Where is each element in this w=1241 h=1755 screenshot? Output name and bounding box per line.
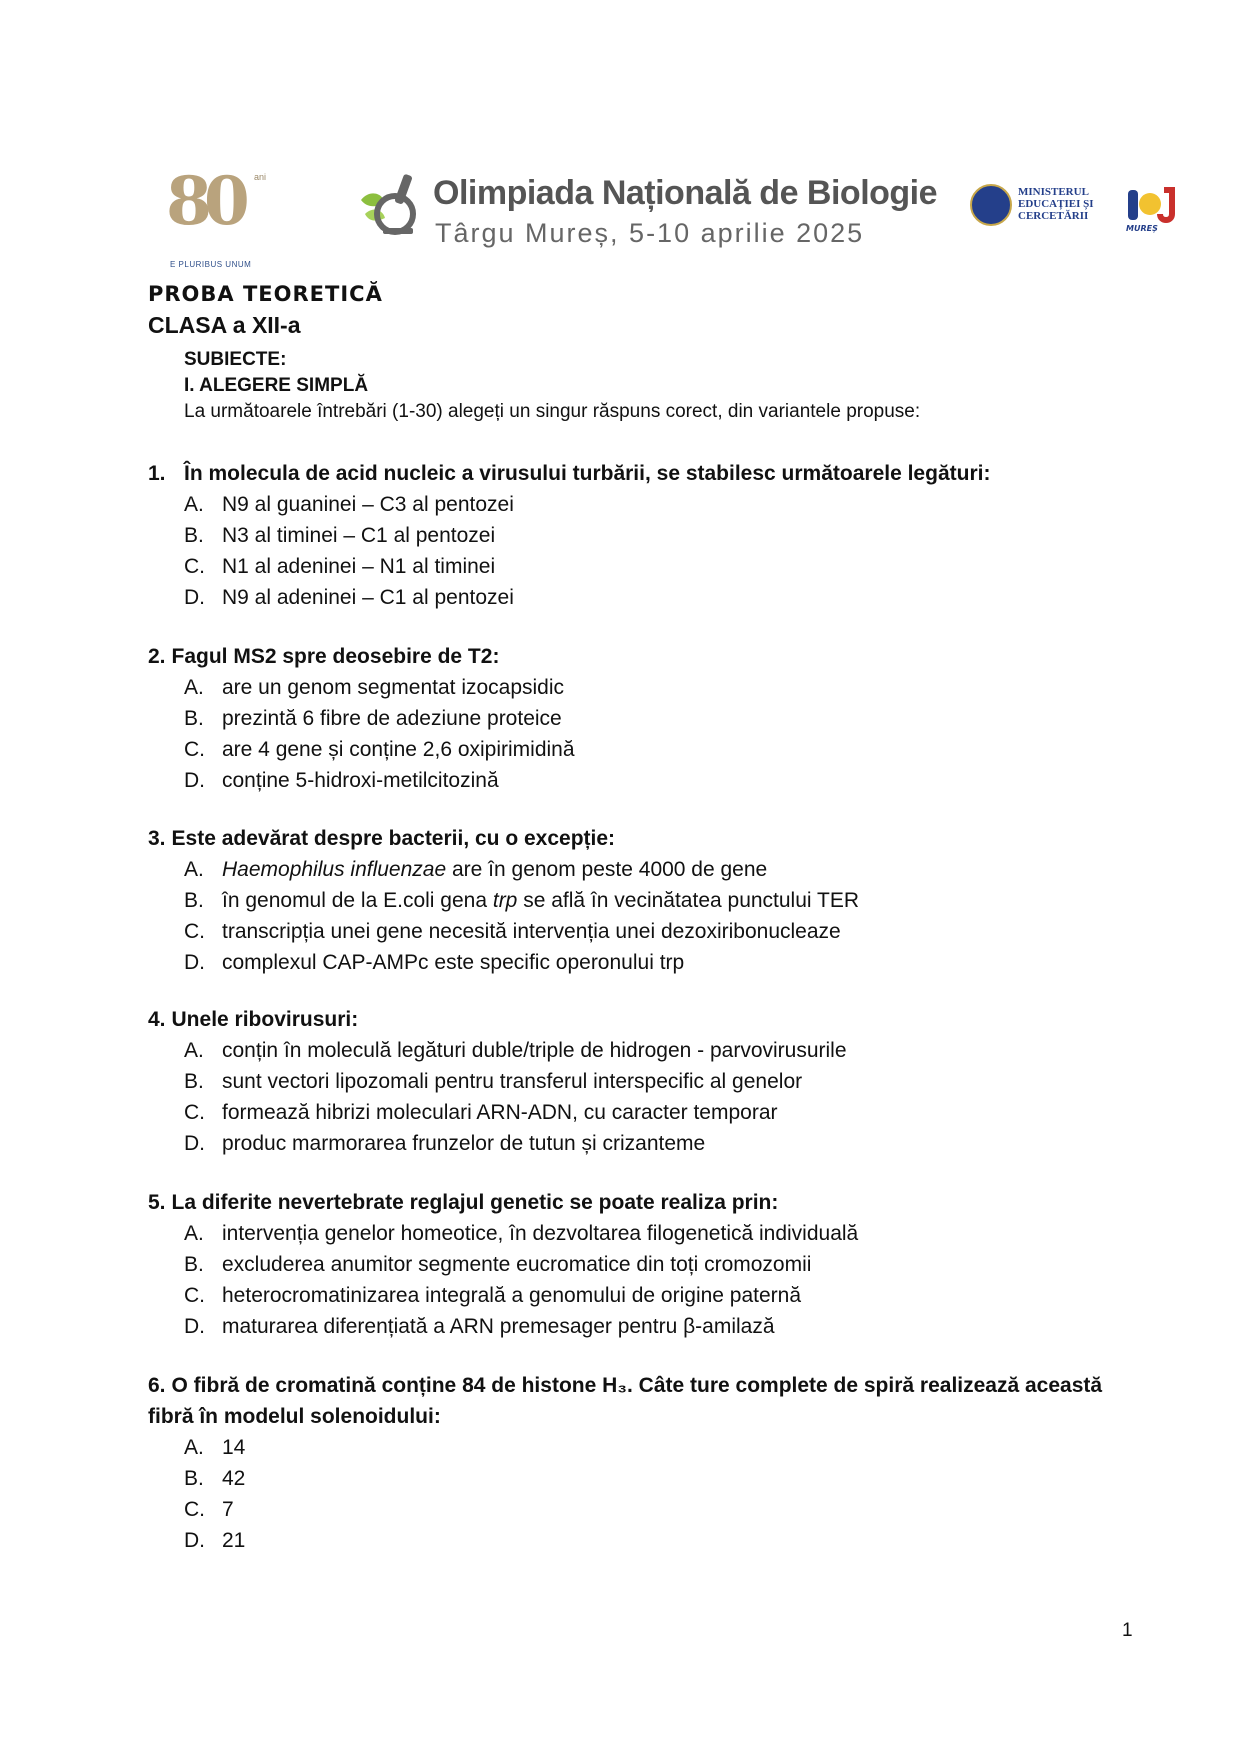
option-b: B. excluderea anumitor segmente eucromatice din toți cromozomii: [184, 1253, 812, 1276]
anniversary-number: 80: [166, 162, 242, 240]
question-4: [148, 1004, 1138, 1159]
option-d: D. complexul CAP-AMPc este specific operonului trp: [184, 951, 685, 974]
question-5: [148, 1187, 1138, 1342]
question-number: 1.: [148, 462, 166, 485]
option-a: A. Haemophilus influenzae are în genom peste 4000 de gene: [184, 858, 768, 881]
question-text: Fagul MS2 spre deosebire de T2:: [171, 645, 500, 668]
option-b: B. N3 al timinei – C1 al pentozei: [184, 524, 496, 547]
anniversary-suffix: ani: [254, 172, 267, 182]
option-c: C. transcripția unei gene necesită intervenția unei dezoxiribonucleaze: [184, 920, 841, 943]
ministry-logo: [970, 184, 1110, 234]
question-number: 3.: [148, 827, 166, 850]
option-c: C. heterocromatinizarea integrală a genomului de origine paternă: [184, 1284, 802, 1307]
option-d: D. N9 al adeninei – C1 al pentozei: [184, 586, 514, 609]
section-title: I. ALEGERE SIMPLĂ: [184, 375, 369, 396]
question-number: 4.: [148, 1008, 166, 1031]
anniversary-logo: [162, 162, 272, 269]
option-a: A. conțin în moleculă legături duble/triple de hidrogen - parvovirusurile: [184, 1039, 847, 1062]
option-d: D. conține 5-hidroxi-metilcitozină: [184, 769, 499, 792]
question-text: La diferite nevertebrate reglajul genetic se poate realiza prin:: [171, 1191, 779, 1214]
option-c: C. are 4 gene și conține 2,6 oxipirimidină: [184, 738, 575, 761]
option-a: A. intervenția genelor homeotice, în dezvoltarea filogenetică individuală: [184, 1222, 859, 1245]
option-d: D. 21: [184, 1529, 246, 1552]
ministry-seal-icon: [970, 184, 1012, 226]
option-b: B. 42: [184, 1467, 246, 1490]
olympiad-subtitle: Târgu Mureș, 5-10 aprilie 2025: [435, 218, 865, 248]
exam-class: CLASA a XII-a: [148, 312, 301, 338]
instructions: La următoarele întrebări (1-30) alegeți un singur răspuns corect, din variantele propuse:: [184, 401, 921, 422]
exam-title: PROBA TEORETICĂ: [148, 282, 383, 306]
option-a: A. N9 al guaninei – C3 al pentozei: [184, 493, 514, 516]
olympiad-title: Olimpiada Națională de Biologie: [433, 174, 938, 212]
gene-name: trp: [492, 889, 518, 912]
page-number: 1: [1122, 1620, 1133, 1641]
option-d: D. produc marmorarea frunzelor de tutun și crizanteme: [184, 1132, 706, 1155]
option-a: A. 14: [184, 1436, 246, 1459]
question-number: 5.: [148, 1191, 166, 1214]
option-a: A. are un genom segmentat izocapsidic: [184, 676, 565, 699]
header-banner: [150, 148, 1210, 269]
question-number: 6.: [148, 1374, 166, 1397]
question-text: Este adevărat despre bacterii, cu o excepție:: [171, 827, 616, 850]
subjects-label: SUBIECTE:: [184, 349, 287, 370]
microscope-leaf-icon: [355, 170, 425, 238]
option-b: B. în genomul de la E.coli gena trp se află în vecinătatea punctului TER: [184, 889, 860, 912]
question-text: Unele ribovirusuri:: [171, 1008, 359, 1031]
option-b: B. prezintă 6 fibre de adeziune proteice: [184, 707, 562, 730]
question-text: În molecula de acid nucleic a virusului turbării, se stabilesc următoarele legături:: [184, 462, 991, 485]
ministry-line-3: CERCETĂRII: [1018, 210, 1089, 222]
anniversary-motto: E PLURIBUS UNUM: [170, 260, 252, 269]
ministry-line-2: EDUCAȚIEI ȘI: [1018, 198, 1094, 210]
option-d: D. maturarea diferențiată a ARN premesager pentru β-amilază: [184, 1315, 775, 1338]
question-number: 2.: [148, 645, 166, 668]
question-2: [148, 641, 1138, 796]
option-c: C. N1 al adeninei – N1 al timinei: [184, 555, 496, 578]
option-c: C. 7: [184, 1498, 234, 1521]
county-logo-text: MUREȘ: [1126, 224, 1158, 233]
option-b: B. sunt vectori lipozomali pentru transferul interspecific al genelor: [184, 1070, 803, 1093]
question-text: O fibră de cromatină conține 84 de histone H₃. Câte ture complete de spiră realizează această fibră în modelul solenoidului:: [148, 1374, 1103, 1428]
question-6: [148, 1370, 1138, 1556]
question-3: [148, 823, 1138, 978]
option-c: C. formează hibrizi moleculari ARN-ADN, cu caracter temporar: [184, 1101, 778, 1124]
county-logo-icon: [1120, 184, 1180, 234]
species-name: Haemophilus influenzae: [222, 858, 447, 881]
question-1: [148, 458, 1138, 613]
ministry-line-1: MINISTERUL: [1018, 186, 1089, 198]
